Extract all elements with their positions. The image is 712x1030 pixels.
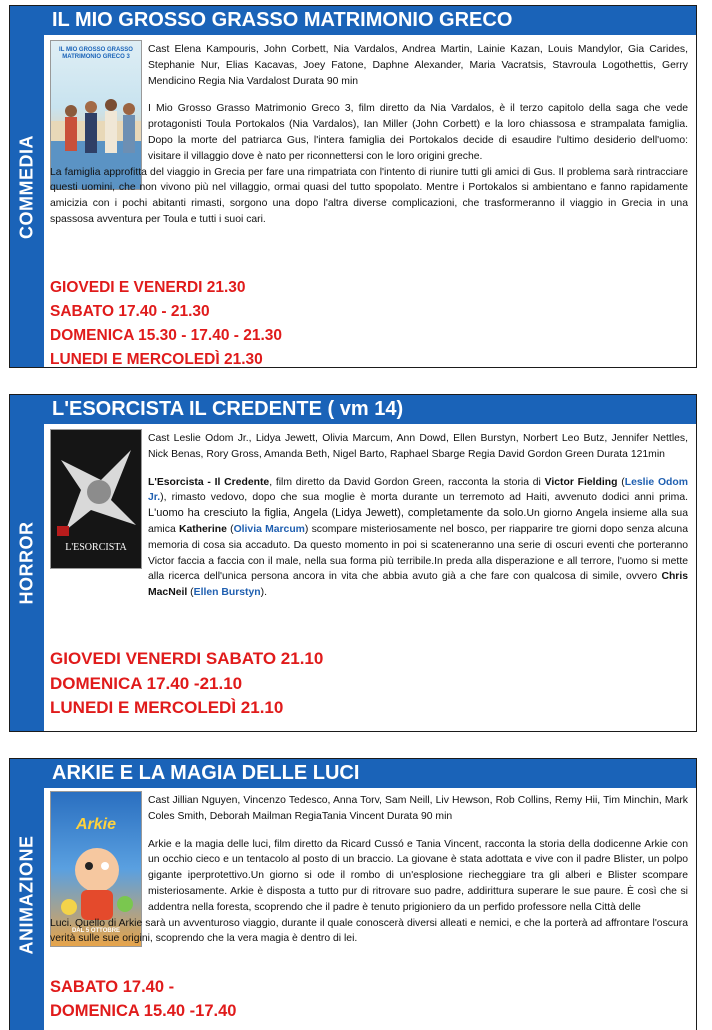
synopsis-highlight: L'uomo ha cresciuto la figlia, Angela (Lidya Jewett), completamente da solo. [148, 507, 527, 520]
synopsis-part: ) scompare misteriosamente nel bosco, per riapparire tre giorni dopo senza alcuna memoria di cosa sia accaduto. Da questo momento in poi si scateneranno una serie di oscuri eventi che porteranno Victor faccia a faccia con il male, nella sua forma più terribile.In preda alla disperazione e all terrore, l'uomo si mette alla ricerca dell'unica persona ancora in vita che abbia avuto già a che fare con qualcosa di simile, ovvero [148, 523, 688, 583]
genre-band [10, 6, 44, 367]
synopsis-part: Un giorno Angela insieme alla sua amica [148, 508, 688, 535]
showtime-line: SABATO 17.40 - 21.30 [50, 303, 210, 320]
character-name: Chris MacNeil [148, 571, 688, 599]
film-card-animation [9, 758, 697, 1030]
actor-name: Ellen Burstyn [193, 587, 261, 599]
showtime-line: GIOVEDI E VENERDI 21.30 [50, 279, 246, 296]
showtimes [50, 975, 236, 1023]
synopsis-part: ), rimasto vedovo, dopo che sua moglie è morta durante un terremoto ad Haiti, avvenuto dodici anni prima. [160, 492, 688, 504]
cast-text: Cast Leslie Odom Jr., Lidya Jewett, Olivia Marcum, Ann Dowd, Ellen Burstyn, Norbert Leo Butz, Jennifer Nettles, Nick Benas, Rory Gross, Amanda Beth, Nigel Barto, Raphael Sbarge Regia David Gordon Green Durata 121min [148, 433, 688, 460]
showtime-line: DOMENICA 15.30 - 17.40 - 21.30 [50, 327, 283, 344]
synopsis-part: ). [260, 587, 267, 599]
synopsis-part: , film diretto da David Gordon Green, racconta la storia di [269, 476, 545, 488]
poster-caption: IL MIO GROSSO GRASSO MATRIMONIO GRECO 3 [59, 47, 133, 60]
cast-text: Cast Jillian Nguyen, Vincenzo Tedesco, Anna Torv, Sam Neill, Liv Hewson, Rob Collins, Remy Hii, Tim Minchin, Mark Coles Smith, Deborah Mailman RegiaTania Vincent Durata 90 min [148, 795, 688, 822]
showtimes [50, 647, 323, 721]
showtimes [50, 276, 282, 372]
genre-label: ANIMAZIONE [16, 835, 37, 954]
cast-text: Cast Elena Kampouris, John Corbett, Nia Vardalos, Andrea Martin, Lainie Kazan, Louis Mandylor, Gia Carides, Stephanie Nur, Elias Kacavas, Joey Fatone, Daphne Alexander, Maria Vacratsis, Stavroula Logothettis, Gerry Mendicino Regia Nia Vardalost Durata 90 min [148, 44, 688, 87]
poster-caption: L'ESORCISTA [65, 542, 127, 553]
character-name: Victor Fielding [544, 476, 618, 488]
showtime-line: GIOVEDI VENERDI SABATO 21.10 [50, 649, 324, 668]
synopsis-text: Arkie e la magia delle luci, film diretto da Ricard Cussó e Tania Vincent, racconta la storia della dodicenne Arkie con un occhio cieco e un tentacolo al posto di un braccio. La giovane è stata adottata e vive con il padre Blister, un polpo gigante iperprotettivo.Un giorno si ode il rombo di un'esplosione riecheggiare tra gli alberi e Blister scompare misteriosamente. Arkie è disposta a tutto pur di ritrovare suo padre, addirittura superare le sue paure. È così che si addentra nella foresta, scoprendo che il padre è tenuto prigioniero da un perfido professore nella Città delle [148, 838, 688, 913]
poster-release-date: DAL 5 OTTOBRE [71, 928, 121, 934]
film-card-horror [9, 394, 697, 732]
synopsis-text: I Mio Grosso Grasso Matrimonio Greco 3, film diretto da Nia Vardalos, è il terzo capitolo della saga che vede protagonisti Toula Portokalos (Nia Vardalos), Ian Miller (John Corbett) e la loro chiassosa e strampalata famiglia. Dopo la morte del patriarca Gus, l'intera famiglia dei Portokalos decide di esaudire l'ultimo desiderio dell'uomo: visitare il villaggio dove è nato per riconnettersi con le loro origini greche. [148, 103, 688, 162]
poster-caption: Arkie [75, 816, 117, 833]
showtime-line: DOMENICA 15.40 -17.40 [50, 1002, 237, 1020]
showtime-line: DOMENICA 17.40 -21.10 [50, 673, 243, 693]
film-title: ARKIE E LA MAGIA DELLE LUCI [44, 759, 696, 788]
synopsis-text-continued: La famiglia approfitta del viaggio in Grecia per fare una rimpatriata con l'intento di riunire tutti gli amici di Gus. Il problema sarà rintracciare questi uomini, che non vivono più nel villaggio, ormai quasi del tutto spopolato. Mentre i Portokalos si ambientano e fanno rapidamente amicizia con i pochi abitanti rimasti, sorgono una dopo l'altra diverse complicazioni, che trasformeranno il viaggio in Grecia in una spassosa avventura per Toula e tutti i suoi cari. [50, 166, 688, 225]
showtime-line: SABATO 17.40 - [50, 978, 175, 996]
showtime-line: LUNEDI E MERCOLEDÌ 21.10 [50, 698, 284, 717]
actor-name: Olivia Marcum [233, 523, 305, 535]
genre-band [10, 759, 44, 1030]
synopsis-title: L'Esorcista - Il Credente [148, 476, 270, 488]
film-card-comedy [9, 5, 697, 368]
actor-name: Leslie Odom Jr. [148, 476, 688, 504]
synopsis-text-continued: Luci. Quello di Arkie sarà un avventuroso viaggio, durante il quale conoscerà diversi alleati e nemici, e che la porterà ad affrontare l'oscura verità sulle sue origini, scoprendo che la vera magia è dentro di lei. [50, 917, 688, 945]
film-title: L'ESORCISTA IL CREDENTE ( vm 14) [44, 395, 696, 424]
genre-label: COMMEDIA [16, 134, 37, 239]
genre-band [10, 395, 44, 731]
synopsis-text: L'Esorcista - Il Credente, film diretto da David Gordon Green, racconta la storia di Victor Fielding (Leslie Odom Jr.), rimasto vedovo, dopo che sua moglie è morta durante un terremoto ad Haiti, avvenuto dodici anni prima. L'uomo ha cresciuto la figlia, Angela (Lidya Jewett), completamente da solo.Un giorno Angela insieme alla sua amica Katherine (Olivia Marcum) scompare misteriosamente nel bosco, per riapparire tre giorni dopo senza alcuna memoria di cosa sia accaduto. Da questo momento in poi si scateneranno una serie di oscuri eventi che porteranno Victor faccia a faccia con il male, nella sua forma più terribile.In preda alla disperazione e all terrore, l'uomo si mette alla ricerca dell'unica persona ancora in vita che abbia avuto già a che fare con qualcosa di simile, ovvero Chris MacNeil (Ellen Burstyn). [148, 476, 688, 599]
film-title: IL MIO GROSSO GRASSO MATRIMONIO GRECO [44, 6, 696, 35]
showtime-line: LUNEDI E MERCOLEDÌ 21.30 [50, 351, 263, 368]
genre-label: HORROR [16, 521, 37, 605]
character-name: Katherine [178, 523, 227, 535]
